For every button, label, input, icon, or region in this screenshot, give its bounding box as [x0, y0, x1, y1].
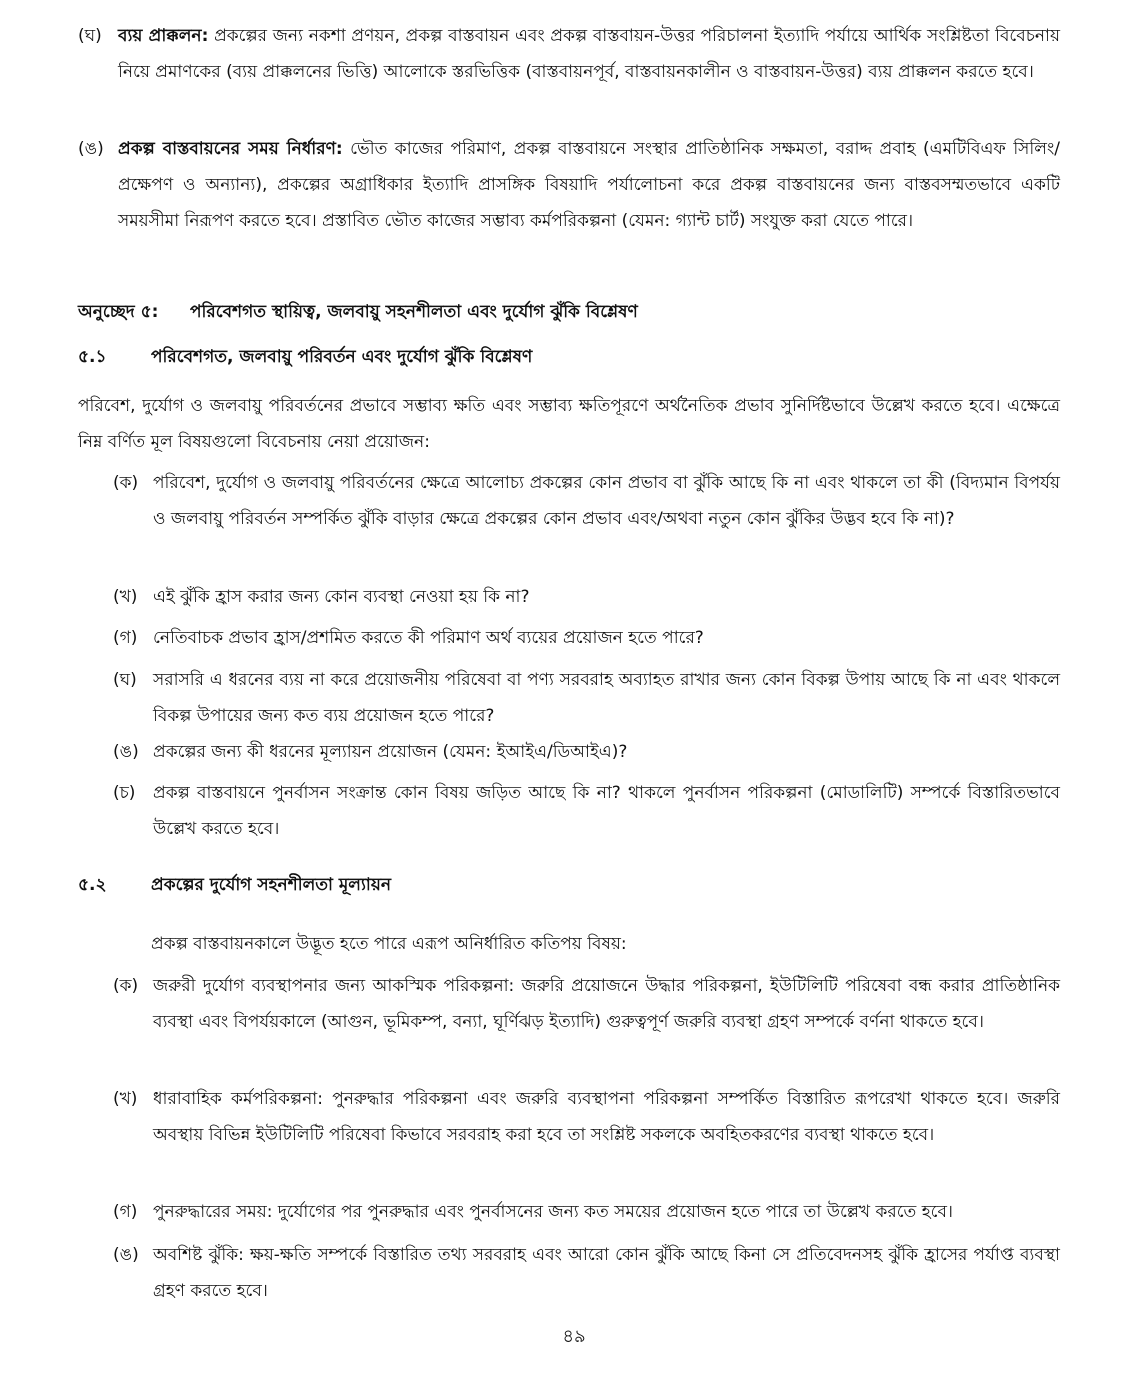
item-lead-term: ব্যয় প্রাক্কলন:	[118, 26, 209, 46]
item-body	[118, 18, 1060, 90]
list-item-implementation-time	[78, 131, 1060, 239]
section-heading-5-1	[78, 342, 1060, 372]
item-text: প্রকল্পের জন্য নকশা প্রণয়ন, প্রকল্প বাস্তবায়ন এবং প্রকল্প বাস্তবায়ন-উত্তর পরিচালনা ইত্যাদি পর্যায়ে আর্থিক সংশ্লিষ্টতা বিবেচনায় নিয়ে প্রমাণকের (ব্যয় প্রাক্কলনের ভিত্তি) আলোকে স্তরভিত্তিক (বাস্তবায়নপূর্ব, বাস্তবায়নকালীন ও বাস্তবায়ন-উত্তর) ব্যয় প্রাক্কলন করতে হবে।	[118, 26, 1060, 82]
item-label: (ঘ)	[78, 26, 102, 46]
chapter-title: পরিবেশগত স্থায়িত্ব, জলবায়ু সহনশীলতা এবং দুর্যোগ ঝুঁকি বিশ্লেষণ	[190, 302, 638, 322]
item-text: প্রকল্পের জন্য কী ধরনের মূল্যায়ন প্রয়োজন (যেমন: ইআইএ/ডিআইএ)?	[153, 742, 628, 762]
chapter-number: অনুচ্ছেদ ৫:	[78, 302, 159, 322]
item-text: প্রকল্প বাস্তবায়নে পুনর্বাসন সংক্রান্ত কোন বিষয় জড়িত আছে কি না? থাকলে পুনর্বাসন পরিকল্পনা (মোডালিটি) সম্পর্কে বিস্তারিতভাবে উল্লেখ করতে হবে।	[153, 783, 1060, 839]
page-number: ৪৯	[562, 1326, 586, 1347]
item-text: নেতিবাচক প্রভাব হ্রাস/প্রশমিত করতে কী পরিমাণ অর্থ ব্যয়ের প্রয়োজন হতে পারে?	[153, 628, 704, 648]
item-text: পুনরুদ্ধারের সময়: দুর্যোগের পর পুনরুদ্ধার এবং পুনর্বাসনের জন্য কত সময়ের প্রয়োজন হতে পারে তা উল্লেখ করতে হবে।	[153, 1202, 953, 1222]
list-item	[113, 1237, 1060, 1309]
section-intro-5-2: প্রকল্প বাস্তবায়নকালে উদ্ভূত হতে পারে এরূপ অনির্ধারিত কতিপয় বিষয়:	[151, 934, 627, 954]
item-text: এই ঝুঁকি হ্রাস করার জন্য কোন ব্যবস্থা নেওয়া হয় কি না?	[153, 587, 530, 607]
item-label: (ক)	[113, 976, 139, 996]
item-label: (গ)	[113, 628, 138, 648]
item-label: (খ)	[113, 1089, 138, 1109]
item-text: পরিবেশ, দুর্যোগ ও জলবায়ু পরিবর্তনের ক্ষেত্রে আলোচ্য প্রকল্পের কোন প্রভাব বা ঝুঁকি আছে কি না এবং থাকলে তা কী (বিদ্যমান বিপর্যয় ও জলবায়ু পরিবর্তন সম্পর্কিত ঝুঁকি বাড়ার ক্ষেত্রে প্রকল্পের কোন প্রভাব এবং/অথবা নতুন কোন ঝুঁকির উদ্ভব হবে কি না)?	[153, 473, 1060, 529]
item-text: জরুরী দুর্যোগ ব্যবস্থাপনার জন্য আকস্মিক পরিকল্পনা: জরুরি প্রয়োজনে উদ্ধার পরিকল্পনা, ইউটিলিটি পরিষেবা বন্ধ করার প্রাতিষ্ঠানিক ব্যবস্থা এবং বিপর্যয়কালে (আগুন, ভূমিকম্প, বন্যা, ঘূর্ণিঝড় ইত্যাদি) গুরুত্বপূর্ণ জরুরি ব্যবস্থা গ্রহণ সম্পর্কে বর্ণনা থাকতে হবে।	[153, 976, 1060, 1032]
section-title: প্রকল্পের দুর্যোগ সহনশীলতা মূল্যায়ন	[151, 875, 391, 895]
section-title: পরিবেশগত, জলবায়ু পরিবর্তন এবং দুর্যোগ ঝুঁকি বিশ্লেষণ	[151, 347, 533, 367]
list-item	[113, 968, 1060, 1040]
item-label: (চ)	[113, 783, 136, 803]
item-label: (ঘ)	[113, 670, 137, 690]
list-item	[113, 662, 1060, 734]
item-label: (ঙ)	[78, 139, 104, 159]
list-item	[113, 620, 1060, 656]
item-text: সরাসরি এ ধরনের ব্যয় না করে প্রয়োজনীয় পরিষেবা বা পণ্য সরবরাহ অব্যাহত রাখার জন্য কোন বিকল্প উপায় আছে কি না এবং থাকলে বিকল্প উপায়ের জন্য কত ব্যয় প্রয়োজন হতে পারে?	[153, 670, 1060, 726]
item-label: (ঙ)	[113, 1245, 139, 1265]
section-intro-5-1: পরিবেশ, দুর্যোগ ও জলবায়ু পরিবর্তনের প্রভাবে সম্ভাব্য ক্ষতি এবং সম্ভাব্য ক্ষতিপূরণে অর্থনৈতিক প্রভাব সুনির্দিষ্টভাবে উল্লেখ করতে হবে। এক্ষেত্রে নিম্ন বর্ণিত মূল বিষয়গুলো বিবেচনায় নেয়া প্রয়োজন:	[78, 396, 1060, 452]
list-item	[113, 579, 1060, 615]
item-body	[118, 131, 1060, 239]
item-label: (খ)	[113, 587, 138, 607]
list-item	[113, 1081, 1060, 1153]
item-text: ভৌত কাজের পরিমাণ, প্রকল্প বাস্তবায়নে সংস্থার প্রাতিষ্ঠানিক সক্ষমতা, বরাদ্দ প্রবাহ (এমটিবিএফ সিলিং/প্রক্ষেপণ ও অন্যান্য), প্রকল্পের অগ্রাধিকার ইত্যাদি প্রাসঙ্গিক বিষয়াদি পর্যালোচনা করে প্রকল্প বাস্তবায়নের জন্য বাস্তবসম্মতভাবে একটি সময়সীমা নিরূপণ করতে হবে। প্রস্তাবিত ভৌত কাজের সম্ভাব্য কর্মপরিকল্পনা (যেমন: গ্যান্ট চার্ট) সংযুক্ত করা যেতে পারে।	[118, 139, 1060, 231]
section-number: ৫.১	[78, 347, 107, 367]
item-label: (গ)	[113, 1202, 138, 1222]
item-text: অবশিষ্ট ঝুঁকি: ক্ষয়-ক্ষতি সম্পর্কে বিস্তারিত তথ্য সরবরাহ এবং আরো কোন ঝুঁকি আছে কিনা সে প্রতিবেদনসহ ঝুঁকি হ্রাসের পর্যাপ্ত ব্যবস্থা গ্রহণ করতে হবে।	[153, 1245, 1060, 1301]
item-label: (ক)	[113, 473, 139, 493]
item-lead-term: প্রকল্প বাস্তবায়নের সময় নির্ধারণ:	[118, 139, 343, 159]
section-heading-5-2	[78, 870, 1060, 900]
list-item	[113, 1194, 1060, 1230]
item-text: ধারাবাহিক কর্মপরিকল্পনা: পুনরুদ্ধার পরিকল্পনা এবং জরুরি ব্যবস্থাপনা পরিকল্পনা সম্পর্কিত বিস্তারিত রূপরেখা থাকতে হবে। জরুরি অবস্থায় বিভিন্ন ইউটিলিটি পরিষেবা কিভাবে সরবরাহ করা হবে তা সংশ্লিষ্ট সকলকে অবহিতকরণের ব্যবস্থা থাকতে হবে।	[153, 1089, 1060, 1145]
section-number: ৫.২	[78, 875, 107, 895]
list-item-cost-estimate	[78, 18, 1060, 90]
list-item	[113, 775, 1060, 847]
item-label: (ঙ)	[113, 742, 139, 762]
chapter-heading	[78, 297, 1060, 327]
list-item	[113, 465, 1060, 537]
list-item	[113, 734, 1060, 770]
